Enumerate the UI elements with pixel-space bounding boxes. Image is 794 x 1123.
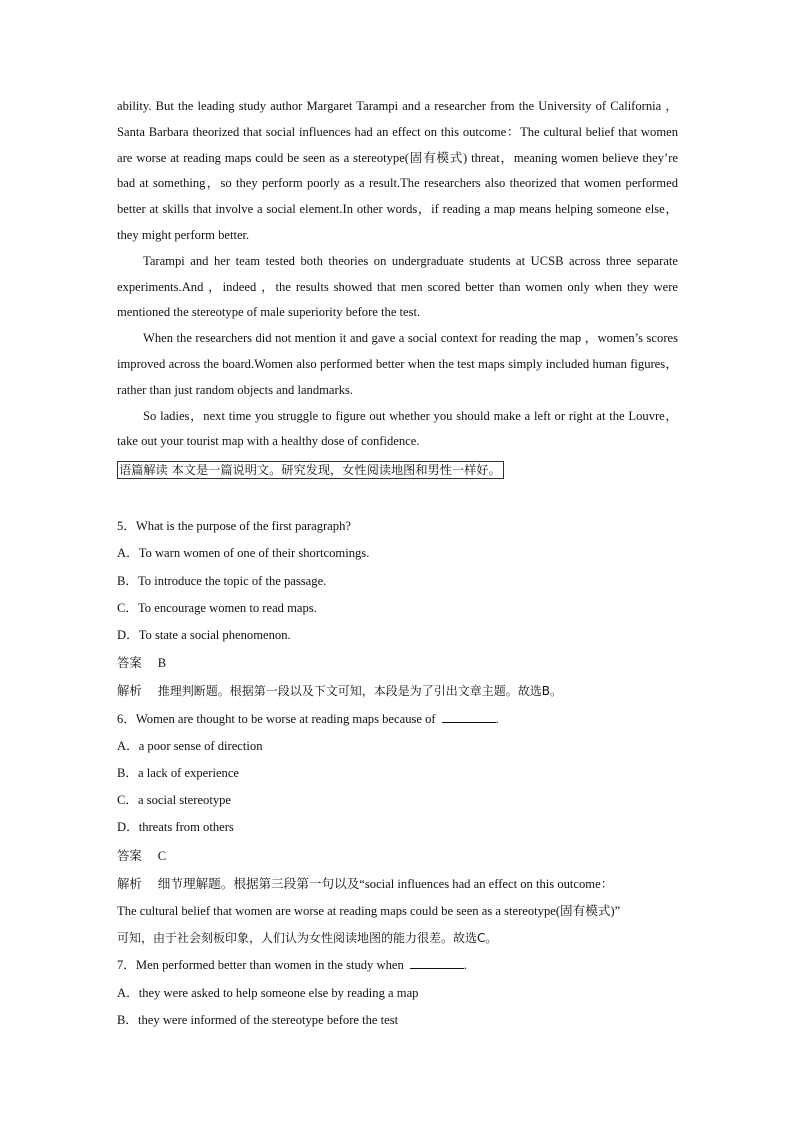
- question-7-stem-text: 7．Men performed better than women in the study when: [117, 958, 404, 973]
- question-5-analysis-text: 推理判断题。根据第一段以及下文可知，本段是为了引出文章主题。故选B。: [157, 684, 563, 699]
- question-7-stem: [117, 952, 678, 979]
- question-7-option-b: B．they were informed of the stereotype before the test: [117, 1012, 399, 1027]
- answer-label: 答案: [117, 847, 142, 863]
- question-5-stem: 5．What is the purpose of the first paragraph?: [117, 519, 351, 534]
- answer-label: 答案: [117, 655, 142, 671]
- passage-paragraph-4: So ladies，next time you struggle to figure out whether you should make a left or right at the Louvre，take out your tourist map with a healthy dose of confidence.: [117, 408, 678, 449]
- passage-paragraph-2: Tarampi and her team tested both theories on undergraduate students at UCSB across three separate experiments.And ，indeed ，the results showed that men scored better than women only when they were mentioned the stereotype of male superiority before the test.: [117, 253, 678, 320]
- question-7-stem-end: .: [463, 958, 467, 973]
- question-6-stem-text: 6．Women are thought to be worse at reading maps because of: [117, 711, 436, 726]
- question-6-stem: [117, 706, 678, 733]
- passage-paragraph-3: When the researchers did not mention it and gave a social context for reading the map ，women’s scores improved across the board.Women also performed better when the test maps simply included human figures，rather than just random objects and landmarks.: [117, 331, 678, 397]
- question-6-analysis-text-1: 细节理解题。根据第三段第一句以及“social influences had an effect on this outcome：: [157, 876, 614, 891]
- question-6-analysis-line-1: [117, 870, 678, 898]
- passage-paragraph-1: ability. But the leading study author Margaret Tarampi and a researcher from the University of California ，Santa Barbara theorized that social influences had an effect on this outcome：The cultural belief that women are worse at reading maps could be seen as a stereotype(固有模式) threat，meaning women believe they’re bad at something，so they perform poorly as a result.The researchers also theorized that women performed better at skills that involve a social element.In other words，if reading a map means helping someone else，they might perform better.: [117, 99, 678, 242]
- analysis-label: 解析: [117, 875, 142, 891]
- question-7-option-a: A．they were asked to help someone else by reading a map: [117, 985, 419, 1000]
- question-6-option-d: D．threats from others: [117, 820, 234, 835]
- question-6-option-c: C．a social stereotype: [117, 793, 232, 808]
- question-5-option-c: C．To encourage women to read maps.: [117, 600, 317, 615]
- question-5-option-a: A．To warn women of one of their shortcomings.: [117, 546, 370, 561]
- passage-summary-box: 语篇解读 本文是一篇说明文。研究发现，女性阅读地图和男性一样好。: [117, 461, 504, 479]
- questions-section: [117, 513, 678, 1034]
- question-6-stem-end: .: [495, 711, 499, 726]
- question-6-analysis-text-3: 可知，由于社会刻板印象，人们认为女性阅读地图的能力很差。故选C。: [117, 931, 498, 946]
- answer-blank: [410, 957, 464, 969]
- question-5-option-d: D．To state a social phenomenon.: [117, 627, 291, 642]
- question-6-option-b: B．a lack of experience: [117, 765, 240, 780]
- question-5-answer: [117, 649, 678, 677]
- question-6-analysis-line-3: [117, 925, 678, 952]
- question-6-answer-value: C: [157, 848, 167, 863]
- analysis-label: 解析: [117, 683, 142, 699]
- question-6-option-a: A．a poor sense of direction: [117, 738, 263, 753]
- question-5-analysis: [117, 677, 678, 705]
- question-6-analysis-line-2: The cultural belief that women are worse at reading maps could be seen as a stereotype(固有模式)”: [117, 904, 621, 918]
- question-5-answer-value: B: [157, 656, 167, 671]
- answer-blank: [442, 711, 496, 723]
- question-5-option-b: B．To introduce the topic of the passage.: [117, 573, 327, 588]
- document-page: [117, 94, 678, 1034]
- question-6-answer: [117, 842, 678, 870]
